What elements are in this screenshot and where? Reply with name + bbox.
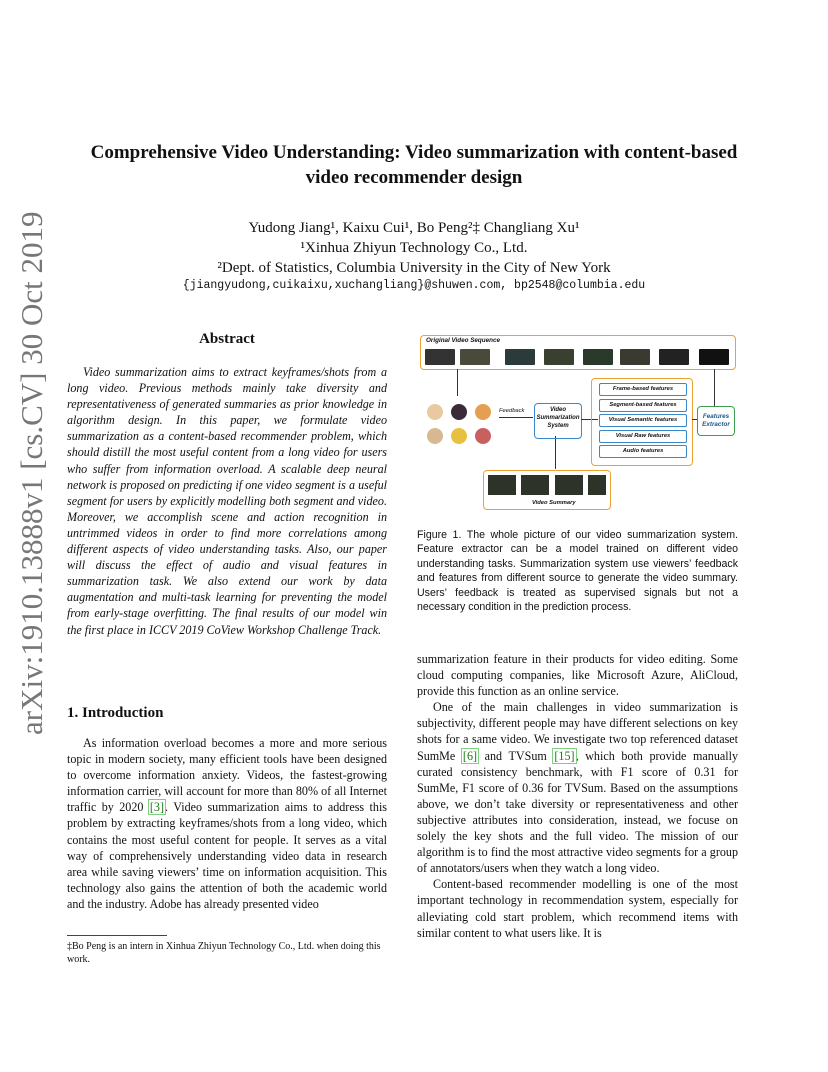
sequence-label: Original Video Sequence [426, 337, 500, 344]
summary-label: Video Summary [532, 500, 576, 506]
figure-caption: Figure 1. The whole picture of our video summarization system. Feature extractor can be a model trained on different video understanding tasks. Summarization system use viewers’ feedback and features from different source to generate the video summary. Users’ feedback is treated as supervised signals but not a necessary condition in the prediction process. [417, 529, 738, 614]
text: One of the main challenges in video summarization is subjectivity, different people may have different selections on key shots for a same video. We investigate two top referenced dataset SumMe [417, 700, 738, 763]
video-frame [425, 349, 455, 365]
feedback-label: Feedback [499, 408, 525, 414]
paper-title [50, 140, 778, 190]
text: and TVSum [478, 748, 554, 763]
summary-frame [588, 475, 606, 495]
video-frame [620, 349, 650, 365]
summary-frame [521, 475, 549, 495]
video-frame [505, 349, 535, 365]
feature-item: Visual Semantic features [599, 414, 687, 427]
citation-link-3[interactable]: [3] [149, 800, 164, 815]
feature-item: Audio features [599, 445, 687, 458]
footnote-rule [67, 935, 167, 936]
user-avatar-icon [451, 428, 467, 444]
video-frame [699, 349, 729, 365]
citation-link-6[interactable]: [6] [462, 748, 478, 763]
text: , which both provide manually curated consistency benchmark, with F1 score of 0.31 for SumMe, F1 score of 0.36 for TVSum. Based on the assumptions above, we don’t take diversity or representativeness and other subjective attributes into consideration, instead, we focuse on solely the key shots and the full video. The mission of our algorithm is to find the most attractive video segments for a group of annotators/users when they watch a long video. [417, 748, 739, 876]
title-line-2: video recommender design [305, 167, 523, 188]
video-frame [544, 349, 574, 365]
arrow-line [457, 369, 458, 396]
author-emails: {jiangyudong,cuikaixu,xuchangliang}@shuwen.com, bp2548@columbia.edu [182, 279, 646, 292]
abstract-text: Video summarization aims to extract keyframes/shots from a long video. Previous methods mainly take diversity and representativeness of generated summaries as prior knowledge in algorithm design. In this paper, we formulate video summarization as a content-based recommender problem, which should distill the most useful content from a long video for users who suffer from information overload. A scalable deep neural network is proposed on predicting if one video segment is a useful segment for users by explicitly modelling both segment and video. Moreover, we accomplish scene and action recognition in untrimmed videos in order to find more correlations among different aspects of video understanding tasks. Also, our paper will discuss the effect of audio and visual features in summarization task. We also extend our work by data augmentation and multi-task learning for preventing the model from early-stage overfitting. The final results of our model win the first place in ICCV 2019 CoView Workshop Challenge Track. [67, 365, 387, 637]
arrow-line [499, 417, 533, 418]
summarization-system-box: Video Summarization System [534, 403, 582, 439]
original-sequence-panel [420, 335, 736, 370]
intro-text-a: As information overload becomes a more and more serious topic in modern society, many efficient tools have been designed to overcome information anxiety. Videos, the fastest-growing information carrier, will account for more than 80% of all Internet traffic by 2020 [67, 736, 387, 815]
affiliation-2: ²Dept. of Statistics, Columbia University in the City of New York [217, 260, 611, 276]
arxiv-sidebar-id: arXiv:1910.13888v1 [cs.CV] 30 Oct 2019 [14, 211, 49, 735]
right-paragraph-2: Content-based recommender modelling is one of the most important technology in recommendation system, especially for alleviating cold start problem, which recommend items with similar content to what users like. It is [417, 877, 738, 940]
title-line-1: Comprehensive Video Understanding: Video summarization with content-based [90, 142, 738, 163]
intro-text-b: . Video summarization aims to address this problem by extracting keyframes/shots from a long video, which contains the most useful content for people. It serves as a vital way of comprehensively understanding video data in research area while saving viewers’ time on information acquisition. This technology also gains the attention of both the academic world and the industry. Adobe has already presented video [67, 800, 388, 911]
footnote: ‡Bo Peng is an intern in Xinhua Zhiyun Technology Co., Ltd. when doing this work. [67, 941, 381, 965]
abstract-body [67, 364, 387, 638]
summary-frame [555, 475, 583, 495]
affiliation-1: ¹Xinhua Zhiyun Technology Co., Ltd. [300, 240, 528, 256]
video-frame [460, 349, 490, 365]
abstract-heading: Abstract [199, 331, 255, 347]
section-heading-introduction: 1. Introduction [67, 705, 164, 721]
intro-paragraph-1 [67, 735, 387, 912]
right-column [417, 651, 738, 941]
video-frame [583, 349, 613, 365]
figure-1 [417, 333, 738, 515]
feature-item: Frame-based features [599, 383, 687, 396]
arrow-line [714, 369, 715, 406]
arrow-line [555, 436, 556, 469]
user-avatar-icon [427, 404, 443, 420]
authors: Yudong Jiang¹, Kaixu Cui¹, Bo Peng²‡ Changliang Xu¹ [248, 220, 580, 236]
user-avatar-icon [451, 404, 467, 420]
video-frame [659, 349, 689, 365]
right-paragraph-0: summarization feature in their products for video editing. Some cloud computing companies, like Microsoft Azure, AliCloud, provide this function as an online service. [417, 652, 738, 699]
right-paragraph-1 [417, 699, 738, 876]
features-extractor-box [697, 406, 735, 436]
feature-item: Segment-based features [599, 399, 687, 412]
user-avatar-icon [475, 428, 491, 444]
user-avatar-icon [475, 404, 491, 420]
citation-link-15[interactable]: [15] [554, 748, 575, 763]
summary-frame [488, 475, 516, 495]
intro-column [67, 735, 387, 912]
feature-item: Visual Raw features [599, 430, 687, 443]
extractor-label: Features Extractor [702, 413, 730, 428]
user-avatar-icon [427, 428, 443, 444]
